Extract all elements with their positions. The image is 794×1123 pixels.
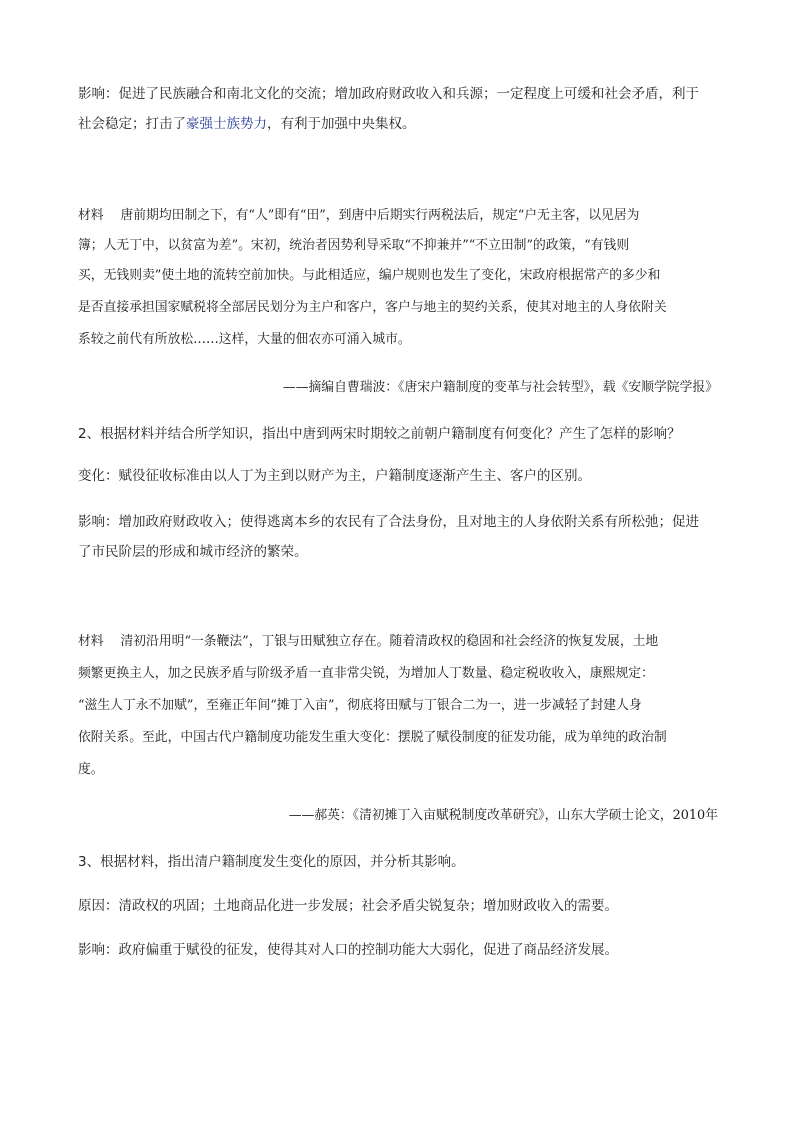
question-3-reason: 原因：清政权的巩固；土地商品化进一步发展；社会矛盾尖锐复杂；增加财政收入的需要。 [78, 898, 618, 914]
material-1-line-1: 材料 唐前期均田制之下，有“人”即有“田”，到唐中后期实行两税法后，规定“户无主客，以见居为 [78, 208, 640, 223]
impact-paragraph-line-2 [78, 114, 718, 134]
material-1-line-3: 买，无钱则卖”使土地的流转空前加快。与此相适应，编户规则也发生了变化，宋政府根据常产的多少和 [78, 268, 661, 283]
question-3-impact: 影响：政府偏重于赋役的征发，使得其对人口的控制功能大大弱化，促进了商品经济发展。 [78, 942, 618, 958]
material-2-line-1: 材料 清初沿用明“一条鞭法”，丁银与田赋独立存在。随着清政权的稳固和社会经济的恢复发展，土地 [78, 634, 659, 649]
impact-text-part-1: 社会稳定；打击了 [78, 116, 186, 132]
material-1-line-4: 是否直接承担国家赋税将全部居民划分为主户和客户，客户与地主的契约关系，使其对地主的人身依附关 [78, 300, 667, 315]
material-2-line-5: 度。 [78, 762, 104, 777]
question-2: 2、根据材料并结合所学知识，指出中唐到两宋时期较之前朝户籍制度有何变化？产生了怎样的影响？ [78, 426, 681, 442]
highlighted-text: 豪强士族势力 [186, 116, 267, 132]
material-2-source: ——郝英：《清初摊丁入亩赋税制度改革研究》，山东大学硕士论文，2010年 [288, 808, 718, 823]
question-2-impact-line-1: 影响：增加政府财政收入；使得逃离本乡的农民有了合法身份，且对地主的人身依附关系有所松弛；促进 [78, 514, 699, 530]
impact-paragraph-line-1: 影响：促进了民族融合和南北文化的交流；增加政府财政收入和兵源；一定程度上可缓和社会矛盾，利于 [78, 86, 699, 102]
question-3: 3、根据材料，指出清户籍制度发生变化的原因，并分析其影响。 [78, 854, 465, 870]
material-1-line-5: 系较之前代有所放松……这样，大量的佃农亦可涌入城市。 [78, 332, 411, 347]
material-2-line-4: 依附关系。至此，中国古代户籍制度功能发生重大变化：摆脱了赋役制度的征发功能，成为单纯的政治制 [78, 730, 667, 745]
impact-text-part-2: ，有利于加强中央集权。 [267, 116, 416, 132]
material-1-source: ——摘编自曹瑞波：《唐宋户籍制度的变革与社会转型》，载《安顺学院学报》 [282, 380, 718, 395]
material-2-line-3: “滋生人丁永不加赋”，至雍正年间“摊丁入亩”，彻底将田赋与丁银合二为一，进一步减轻了封建人身 [78, 698, 642, 713]
question-2-change: 变化：赋役征收标准由以人丁为主到以财产为主，户籍制度逐渐产生主、客户的区别。 [78, 468, 591, 484]
material-1-line-2: 簿；人无丁中，以贫富为差”。宋初，统治者因势利导采取“不抑兼并”“不立田制”的政策，“有钱则 [78, 238, 630, 253]
material-2-line-2: 频繁更换主人，加之民族矛盾与阶级矛盾一直非常尖锐，为增加人丁数量、稳定税收收入，康熙规定： [78, 666, 654, 681]
question-2-impact-line-2: 了市民阶层的形成和城市经济的繁荣。 [78, 544, 308, 560]
